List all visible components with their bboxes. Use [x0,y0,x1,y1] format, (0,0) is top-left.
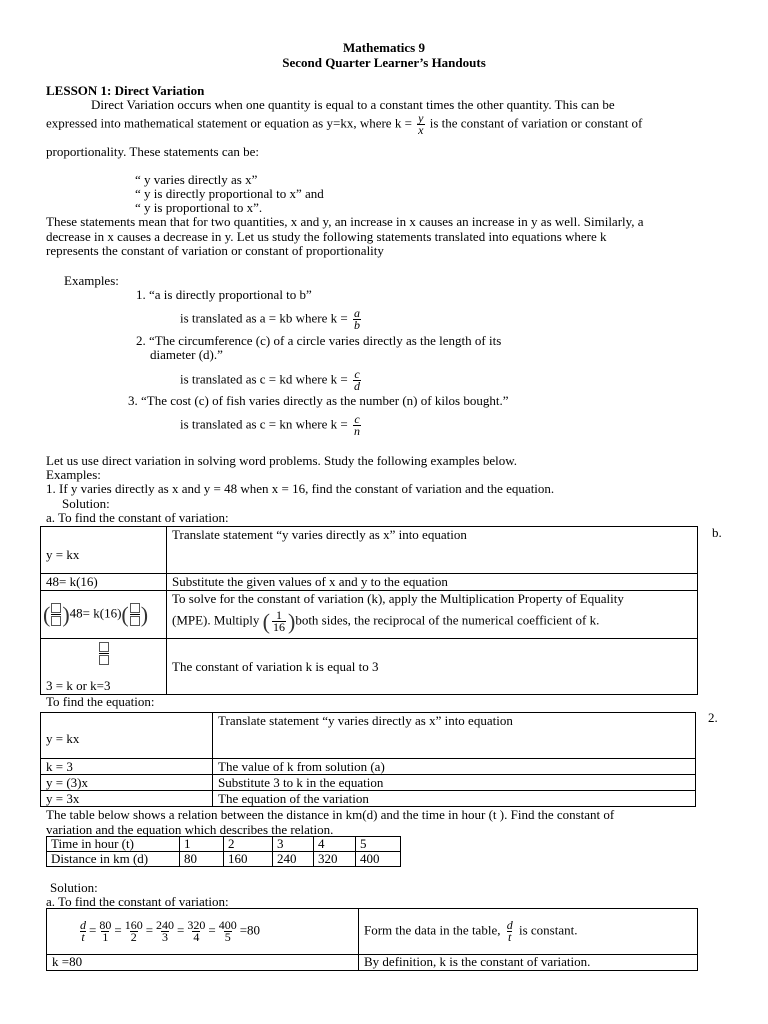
table-cell: The value of k from solution (a) [213,759,696,775]
statement-2: “ y is directly proportional to x” and [135,186,324,201]
statement-1: “ y varies directly as x” [135,172,258,187]
table-cell: 160 [224,852,273,867]
meaning-line-3: represents the constant of variation or constant of proportionality [46,243,384,258]
table-row [41,639,698,695]
side-label-b: b. [712,525,722,540]
table-cell: By definition, k is the constant of variation. [359,955,698,971]
table-cell: Substitute 3 to k in the equation [213,775,696,791]
table-row [41,775,696,791]
distance-time-table [46,836,401,867]
solution-table-2 [40,712,696,807]
find-equation-label: To find the equation: [46,694,155,709]
meaning-line-1: These statements mean that for two quantities, x and y, an increase in x causes an increase in y as well. Similarly, a [46,214,644,229]
table-cell: 1 [180,837,224,852]
problem-1: 1. If y varies directly as x and y = 48 when x = 16, find the constant of variation and the equation. [46,481,555,496]
table-cell: Time in hour (t) [47,837,180,852]
part-a-2-label: a. To find the constant of variation: [46,894,229,909]
table-cell: 48= k(16) [41,574,167,591]
example-2-translation: is translated as c = kd where k = $\frac{c}{d}$ [180,367,360,393]
table-cell: y = (3)x [41,775,213,791]
table-cell: 320 [314,852,356,867]
intro-line-1: Direct Variation occurs when one quantity is equal to a constant times the other quantity. This can be [91,97,615,112]
table-cell: Translate statement “y varies directly as x” into equation [213,713,696,759]
word-problems-intro: Let us use direct variation in solving word problems. Study the following examples below. [46,453,518,468]
table-row [47,852,401,867]
example-2-line-2: diameter (d).” [150,347,223,362]
example-3: 3. “The cost (c) of fish varies directly as the number (n) of kilos bought.” [128,393,509,408]
table-cell: 5 [356,837,401,852]
statement-3: “ y is proportional to x”. [135,200,263,215]
table-cell: Substitute the given values of x and y to the equation [167,574,698,591]
table-cell: 400 [356,852,401,867]
table-cell: 3 = k or k=3 [41,639,167,695]
table-row [41,791,696,807]
part-a-label: a. To find the constant of variation: [46,510,229,525]
examples-label: Examples: [64,273,119,288]
example-1: 1. “a is directly proportional to b” [136,287,312,302]
table-cell: 240 [273,852,314,867]
table-cell: 2 [224,837,273,852]
table-cell: Distance in km (d) [47,852,180,867]
table-row [41,759,696,775]
table-row [41,574,698,591]
problem-2-line-2: variation and the equation which describes the relation. [46,822,334,837]
word-problems-examples-label: Examples: [46,467,101,482]
solution-table-1 [40,526,698,695]
table-cell: The equation of the variation [213,791,696,807]
table-row [41,591,698,639]
intro-line-2: expressed into mathematical statement or equation as y=kx, where k = $\frac{y}{x}$ is the constant of variation or constant of [46,111,643,137]
table-cell: y = kx [41,713,213,759]
k-fraction: $\frac{y}{x}$ [418,111,424,137]
table-cell: Translate statement “y varies directly as x” into equation [167,527,698,574]
placeholder-fraction-icon [98,642,110,665]
table-cell: ( )48= k(16)( ) [41,591,167,639]
table-row [41,527,698,574]
example-3-translation: is translated as c = kn where k = $\frac{c}{n}$ [180,412,360,438]
document-title: Mathematics 9 [343,40,425,55]
side-label-2: 2. [708,710,718,725]
table-cell: k = 3 [41,759,213,775]
table-cell: k =80 [47,955,359,971]
table-row [47,909,698,955]
table-cell: y = kx [41,527,167,574]
solution-2-label: Solution: [50,880,98,895]
table-cell: The constant of variation k is equal to 3 [167,639,698,695]
placeholder-fraction-icon [129,603,141,626]
table-cell: 4 [314,837,356,852]
table-cell: 80 [180,852,224,867]
solution-table-3 [46,908,698,971]
intro-line-3: proportionality. These statements can be: [46,144,259,159]
table-row [41,713,696,759]
table-cell: 3 [273,837,314,852]
table-cell: Form the data in the table, $\frac{d}{t}$ is constant. [359,909,698,955]
table-cell: y = 3x [41,791,213,807]
problem-2-line-1: The table below shows a relation between the distance in km(d) and the time in hour (t ). Find the constant of [46,807,615,822]
table-row [47,837,401,852]
meaning-line-2: decrease in x causes a decrease in y. Let us study the following statements translated into equations where k [46,229,607,244]
example-2-line-1: 2. “The circumference (c) of a circle varies directly as the length of its [136,333,502,348]
table-cell: To solve for the constant of variation (k), apply the Multiplication Property of Equality (MPE). Multiply ( $\frac{1}{16}$ )both sides, the reciprocal of the numerical coefficient of k. [167,591,698,639]
example-1-translation: is translated as a = kb where k = $\frac{a}{b}$ [180,306,360,332]
solution-label: Solution: [62,496,110,511]
table-cell: $\frac{d}{t}$ = $\frac{80}{1}$ = $\frac{160}{2}$ = $\frac{240}{3}$ = $\frac{320}{4}$ = $\frac{400}{5}$ =80 [47,909,359,955]
table-row [47,955,698,971]
placeholder-fraction-icon [50,603,62,626]
lesson-heading: LESSON 1: Direct Variation [46,83,205,98]
document-subtitle: Second Quarter Learner’s Handouts [282,55,486,70]
